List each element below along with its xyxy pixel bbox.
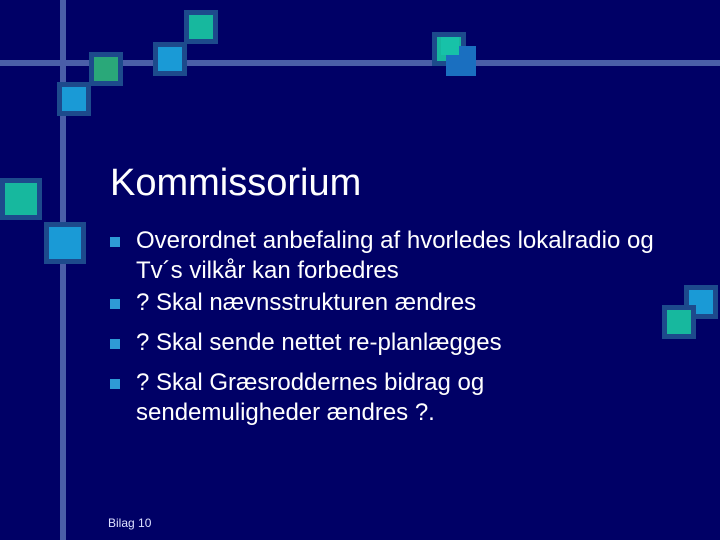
square-bullet-icon [110, 339, 120, 349]
deco-square [49, 227, 81, 259]
deco-square [441, 37, 459, 55]
bullet-text: ? Skal sende nettet re-planlægges [136, 329, 502, 356]
bullet-list [110, 226, 670, 438]
bullet-item [110, 288, 670, 318]
square-bullet-icon [110, 379, 120, 389]
slide-title: Kommissorium [110, 162, 362, 204]
left-divider-line [60, 0, 66, 540]
square-bullet-icon [110, 299, 120, 309]
footer-label: Bilag 10 [108, 516, 152, 530]
deco-square [5, 183, 37, 215]
bullet-text: ? Skal Græsroddernes bidrag og sendemuligheder ændres ?. [136, 369, 485, 426]
deco-square [94, 57, 118, 81]
square-bullet-icon [110, 237, 120, 247]
bullet-item [110, 368, 670, 428]
bullet-text: ? Skal nævnsstrukturen ændres [136, 289, 477, 316]
bullet-text: Overordnet anbefaling af hvorledes lokalradio og Tv´s vilkår kan forbedres [136, 227, 654, 284]
deco-square [189, 15, 213, 39]
deco-square [62, 87, 86, 111]
bullet-item [110, 328, 670, 358]
bullet-item [110, 226, 670, 286]
deco-square [158, 47, 182, 71]
deco-square [667, 310, 691, 334]
